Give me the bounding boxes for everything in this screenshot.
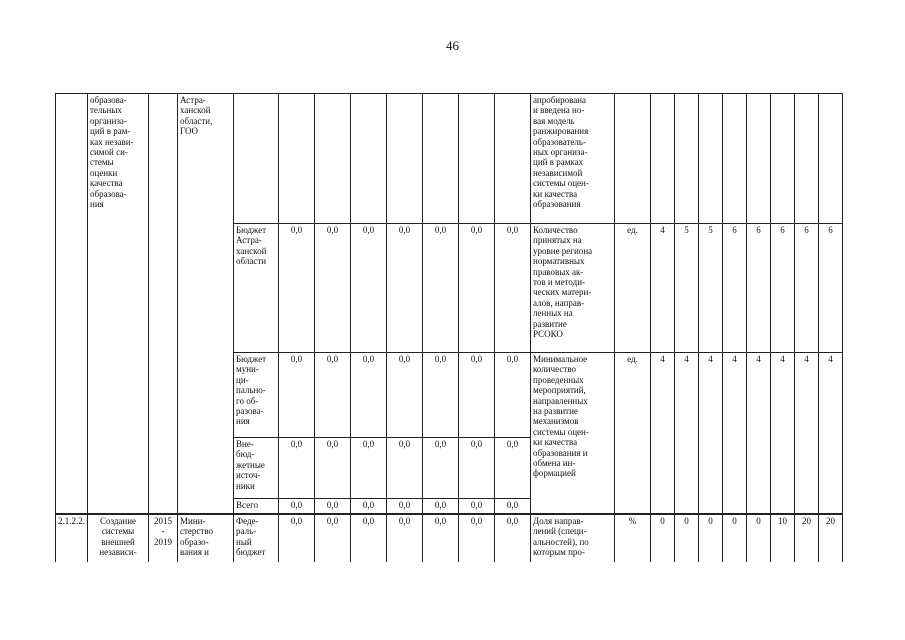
amount: 0,0	[351, 499, 387, 515]
amount: 0,0	[423, 438, 459, 499]
value: 4	[795, 353, 819, 515]
amount: 0,0	[459, 353, 495, 438]
unit-cell: ед.	[615, 224, 651, 353]
amount: 0,0	[315, 224, 351, 353]
amount: 0,0	[387, 514, 423, 562]
amount: 0,0	[423, 514, 459, 562]
unit-cell: ед.	[615, 353, 651, 515]
amount: 0,0	[459, 438, 495, 499]
value: 4	[747, 353, 771, 515]
value: 6	[771, 224, 795, 353]
amount: 0,0	[351, 514, 387, 562]
row-continuation	[56, 94, 843, 224]
event-name-cell: Создание системы внешней независи-	[88, 514, 149, 562]
amount: 0,0	[495, 224, 531, 353]
value: 0	[747, 514, 771, 562]
value: 4	[651, 353, 675, 515]
event-name-cell: образова- тельных организа- ций в рам- ках незави- симой си- стемы оценки качества образова- ния	[88, 94, 149, 515]
amount: 0,0	[279, 514, 315, 562]
amount: 0,0	[495, 353, 531, 438]
unit-cell: %	[615, 514, 651, 562]
amount: 0,0	[279, 499, 315, 515]
amount: 0,0	[495, 499, 531, 515]
amount: 0,0	[459, 224, 495, 353]
source-name: Вне- бюд- жетные источ- ники	[234, 438, 279, 499]
value: 20	[819, 514, 843, 562]
period-cell-empty	[149, 94, 178, 515]
value: 4	[771, 353, 795, 515]
program-table	[55, 93, 843, 562]
value: 6	[747, 224, 771, 353]
value: 6	[795, 224, 819, 353]
source-name: Бюджет муни- ци- пально- го об- разова- ния	[234, 353, 279, 438]
period-cell: 2015 - 2019	[149, 514, 178, 562]
value: 0	[723, 514, 747, 562]
amount: 0,0	[279, 224, 315, 353]
amount: 0,0	[387, 353, 423, 438]
source-name: Феде- раль- ный бюджет	[234, 514, 279, 562]
indicator-cell: Минимальное количество проведенных мероприятий, направленных на развитие механизмов системы оцен- ки качества образования и обмена ин- формацией	[531, 353, 615, 515]
amount: 0,0	[315, 353, 351, 438]
amount: 0,0	[423, 224, 459, 353]
executor-cell: Мини- стерство образо- вания и	[178, 514, 234, 562]
amount: 0,0	[351, 353, 387, 438]
amount: 0,0	[315, 438, 351, 499]
amount: 0,0	[387, 224, 423, 353]
value: 0	[699, 514, 723, 562]
value: 5	[699, 224, 723, 353]
amount: 0,0	[423, 499, 459, 515]
amount: 0,0	[387, 438, 423, 499]
value: 5	[675, 224, 699, 353]
value: 4	[723, 353, 747, 515]
amount: 0,0	[423, 353, 459, 438]
amount: 0,0	[495, 438, 531, 499]
source-name: Бюджет Астра- ханской области	[234, 224, 279, 353]
value: 20	[795, 514, 819, 562]
source-cell-empty	[234, 94, 279, 224]
value: 4	[651, 224, 675, 353]
amount: 0,0	[495, 514, 531, 562]
page-number: 46	[446, 38, 459, 53]
amount: 0,0	[351, 438, 387, 499]
value: 4	[675, 353, 699, 515]
value: 4	[699, 353, 723, 515]
event-code: 2.1.2.2.	[56, 514, 88, 562]
source-name: Всего	[234, 499, 279, 515]
indicator-cell: Доля направ- лений (специ- альностей), по которым про-	[531, 514, 615, 562]
value: 10	[771, 514, 795, 562]
amount: 0,0	[315, 514, 351, 562]
value: 6	[819, 224, 843, 353]
amount: 0,0	[279, 353, 315, 438]
amount: 0,0	[315, 499, 351, 515]
value: 4	[819, 353, 843, 515]
amount: 0,0	[387, 499, 423, 515]
code-cell-empty	[56, 94, 88, 515]
amount: 0,0	[279, 438, 315, 499]
value: 0	[651, 514, 675, 562]
row-event-2-1-2-2	[56, 514, 843, 562]
value: 6	[723, 224, 747, 353]
amount: 0,0	[351, 224, 387, 353]
indicator-cell: Количество принятых на уровне региона нормативных правовых ак- тов и методи- ческих матери- алов, направ- ленных на развитие РСОКО	[531, 224, 615, 353]
amount: 0,0	[459, 514, 495, 562]
value: 0	[675, 514, 699, 562]
amount: 0,0	[459, 499, 495, 515]
indicator-cell: апробирована и введена но- вая модель ранжирования образователь- ных организа- ций в рамках независимой системы оцен- ки качества образования	[531, 94, 615, 224]
executor-cell: Астра- ханской области, ГОО	[178, 94, 234, 515]
